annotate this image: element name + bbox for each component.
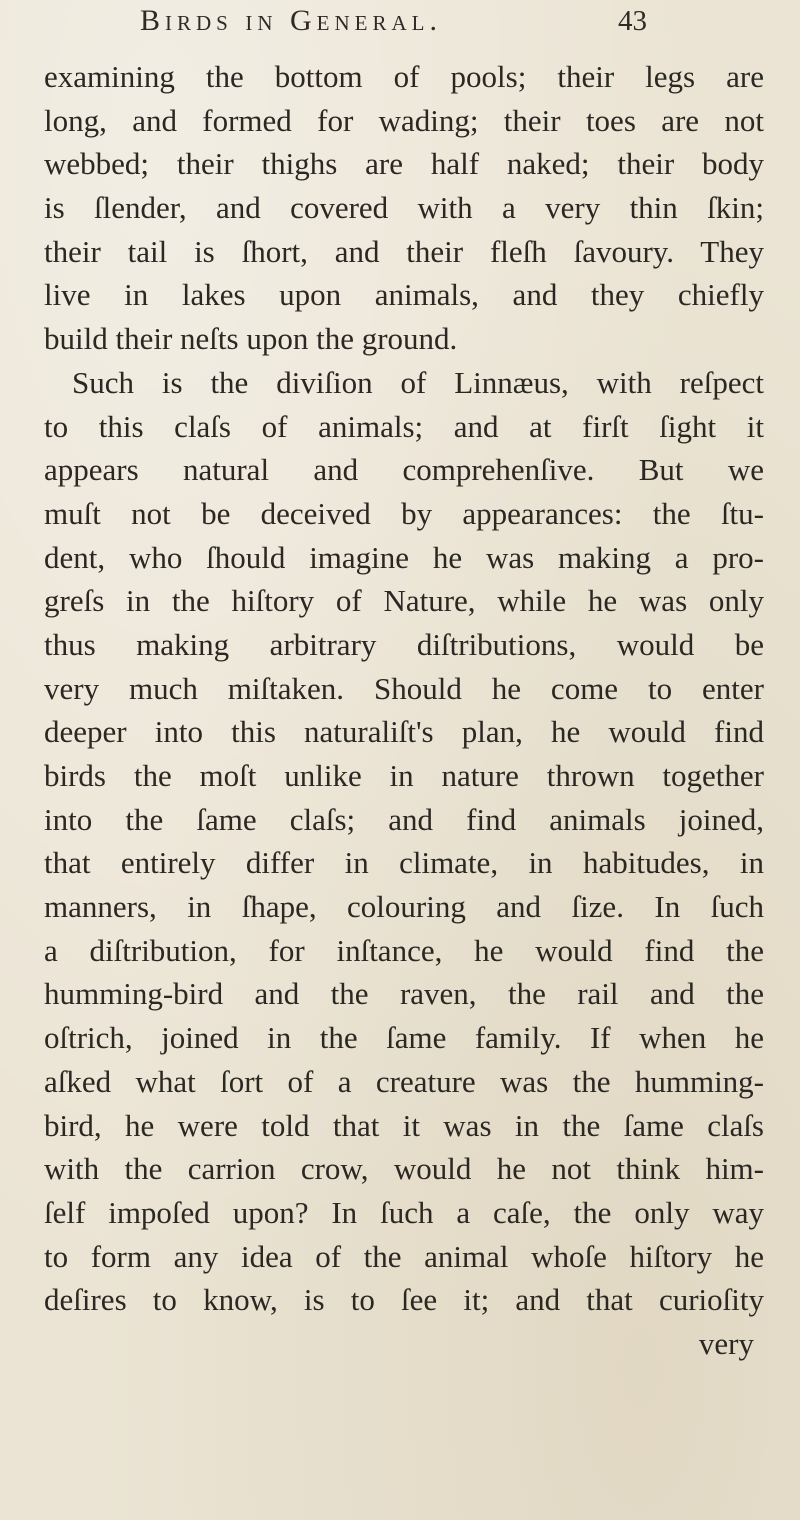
text-line: to this claſs of animals; and at firſt ſight it — [44, 408, 764, 444]
text-line: into the ſame claſs; and find animals joined, — [44, 801, 764, 837]
text-line: manners, in ſhape, colouring and ſize. In ſuch — [44, 889, 764, 925]
text-line: deſires to know, is to ſee it; and that curioſity — [44, 1282, 764, 1318]
text-line: greſs in the hiſtory of Nature, while he was only — [44, 583, 764, 619]
text-line: long, and formed for wading; their toes are not — [44, 102, 764, 138]
text-line: build their neſts upon the ground. — [44, 321, 458, 357]
text-line: ſelf impoſed upon? In ſuch a caſe, the only way — [44, 1194, 764, 1230]
text-line: muſt not be deceived by appearances: the ſtu- — [44, 495, 764, 531]
text-line: appears natural and comprehenſive. But we — [44, 452, 764, 488]
text-line: humming-bird and the raven, the rail and the — [44, 976, 764, 1012]
text-line: that entirely differ in climate, in habitudes, in — [44, 845, 764, 881]
text-line: bird, he were told that it was in the ſame claſs — [44, 1107, 764, 1143]
text-line: live in lakes upon animals, and they chiefly — [44, 277, 764, 313]
text-line: with the carrion crow, would he not think him- — [44, 1151, 764, 1187]
text-line: Such is the diviſion of Linnæus, with reſpect — [72, 364, 764, 400]
text-line: to form any idea of the animal whoſe hiſtory he — [44, 1238, 764, 1274]
text-line: a diſtribution, for inſtance, he would find the — [44, 932, 764, 968]
text-line: dent, who ſhould imagine he was making a pro- — [44, 539, 764, 575]
running-head — [0, 4, 800, 44]
text-line: is ſlender, and covered with a very thin ſkin; — [44, 190, 764, 226]
text-line: thus making arbitrary diſtributions, would be — [44, 626, 764, 662]
text-line: webbed; their thighs are half naked; their body — [44, 146, 764, 182]
text-line: birds the moſt unlike in nature thrown together — [44, 758, 764, 793]
text-line: their tail is ſhort, and their fleſh ſavoury. They — [44, 233, 764, 269]
text-line: aſked what ſort of a creature was the humming- — [44, 1063, 764, 1099]
running-title: Birds in General. — [140, 4, 442, 37]
text-line: oſtrich, joined in the ſame family. If when he — [44, 1020, 764, 1056]
body-text — [44, 55, 764, 1366]
text-line: deeper into this naturaliſt's plan, he would find — [44, 714, 764, 750]
catchword: very — [698, 1325, 754, 1361]
page-number: 43 — [618, 5, 647, 37]
text-line: examining the bottom of pools; their legs are — [44, 59, 764, 94]
text-line: very much miſtaken. Should he come to enter — [44, 670, 764, 706]
